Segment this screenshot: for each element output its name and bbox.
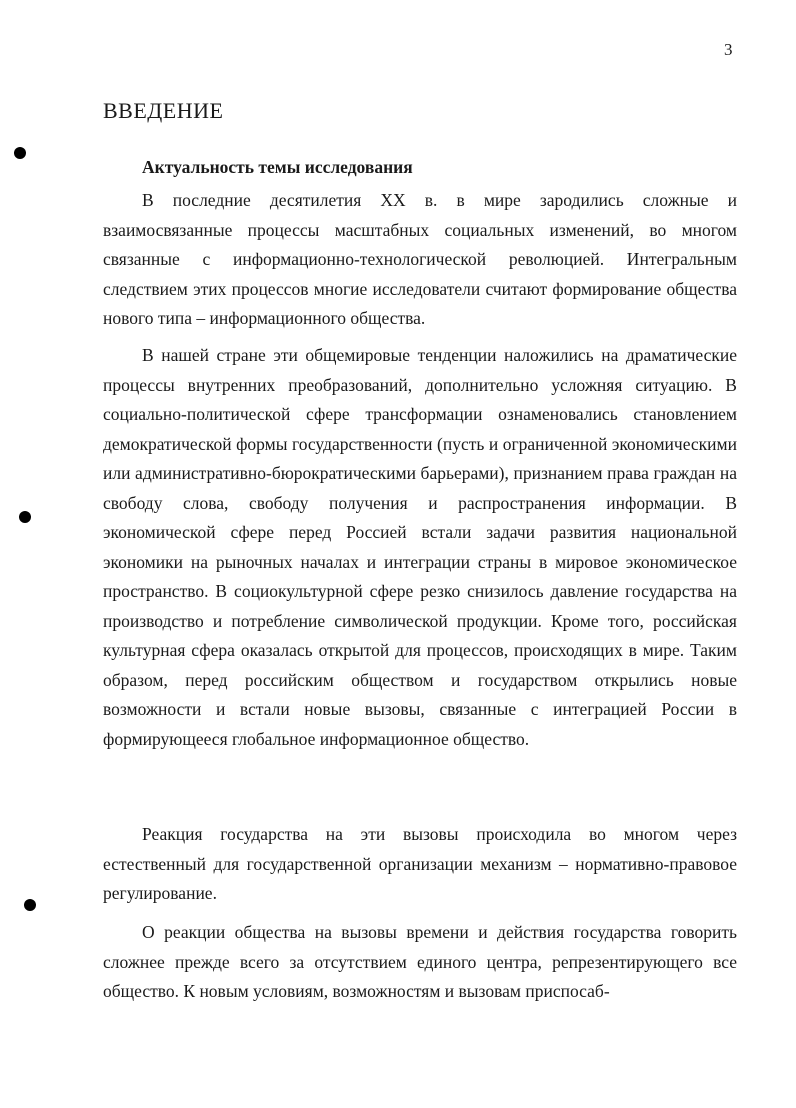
binder-hole-mark [19,511,31,523]
body-paragraph: В нашей стране эти общемировые тенденции наложились на драматические процессы внутренних преобразований, дополнительно усложняя ситуацию. В социально-политической сфере трансформации ознаменовались становлением демократической формы государственности (пусть и ограниченной экономическими или административно-бюрократическими барьерами), признанием права граждан на свободу слова, свободу получения и распространения информации. В экономической сфере перед Россией встали задачи развития национальной экономики на рыночных началах и интеграции страны в мировое экономическое пространство. В социокультурной сфере резко снизилось давление государства на производство и потребление символической продукции. Кроме того, российская культурная сфера оказалась открытой для процессов, происходящих в мире. Таким образом, перед российским обществом и государством открылись новые возможности и встали новые вызовы, связанные с интеграцией России в формирующееся глобальное информационное общество. [103,345,737,749]
binder-hole-mark [24,899,36,911]
subsection-heading: Актуальность темы исследования [142,157,413,177]
body-paragraph: Реакция государства на эти вызовы происходила во многом через естественный для государственной организации механизм – нормативно-правовое регулирование. [103,824,737,903]
page-number: 3 [724,40,733,59]
binder-hole-mark [14,147,26,159]
section-heading: ВВЕДЕНИЕ [103,98,224,123]
body-paragraph: О реакции общества на вызовы времени и действия государства говорить сложнее прежде всего за отсутствием единого центра, репрезентирующего все общество. К новым условиям, возможностям и вызовам приспосаб- [103,922,737,1001]
body-paragraph: В последние десятилетия XX в. в мире зародились сложные и взаимосвязанные процессы масштабных социальных изменений, во многом связанные с информационно-технологической революцией. Интегральным следствием этих процессов многие исследователи считают формирование общества нового типа – информационного общества. [103,190,737,328]
